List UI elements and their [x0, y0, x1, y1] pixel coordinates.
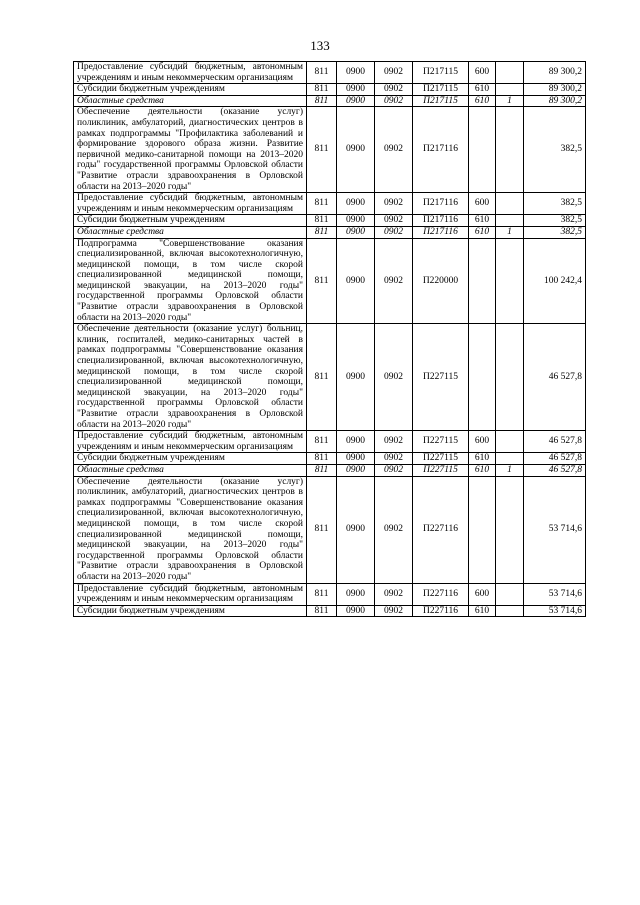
funding-source-code: 1 — [496, 95, 524, 107]
row-name: Предоставление субсидий бюджетным, автономным учреждениям и иным некоммерческим организациям — [74, 431, 307, 453]
subsection-code: 0902 — [375, 62, 413, 84]
row-name: Обеспечение деятельности (оказание услуг) поликлиник, амбулаторий, диагностических центров в рамках подпрограммы "Совершенствование оказания специализированной, включая высокотехнологичную, медицинской помощи, в том числе скорой специализированной медицинской помощи, медицинской эвакуации, на 2013–2020 годы" государственной программы Орловской области "Развитие отрасли здравоохранения в Орловской области на 2013–2020 годы" — [74, 476, 307, 583]
target-article: П217115 — [413, 84, 469, 96]
expense-type: 600 — [469, 431, 496, 453]
ministry-code: 811 — [307, 453, 337, 465]
table-row-regional-funds — [74, 464, 586, 476]
expense-type: 600 — [469, 583, 496, 605]
expense-type — [469, 107, 496, 193]
amount: 100 242,4 — [524, 238, 586, 324]
row-name: Субсидии бюджетным учреждениям — [74, 605, 307, 617]
target-article: П217116 — [413, 226, 469, 238]
funding-source-code: 1 — [496, 464, 524, 476]
expense-type: 610 — [469, 95, 496, 107]
section-code: 0900 — [337, 583, 375, 605]
funding-source-code — [496, 324, 524, 431]
target-article: П217116 — [413, 193, 469, 215]
expense-type: 610 — [469, 215, 496, 227]
section-code: 0900 — [337, 215, 375, 227]
table-row — [74, 62, 586, 84]
funding-source-code — [496, 238, 524, 324]
section-code: 0900 — [337, 95, 375, 107]
subsection-code: 0902 — [375, 605, 413, 617]
ministry-code: 811 — [307, 431, 337, 453]
ministry-code: 811 — [307, 324, 337, 431]
amount: 89 300,2 — [524, 84, 586, 96]
section-code: 0900 — [337, 107, 375, 193]
amount: 382,5 — [524, 226, 586, 238]
subsection-code: 0902 — [375, 476, 413, 583]
amount: 89 300,2 — [524, 62, 586, 84]
target-article: П227116 — [413, 605, 469, 617]
section-code: 0900 — [337, 453, 375, 465]
amount: 89 300,2 — [524, 95, 586, 107]
funding-source-code — [496, 107, 524, 193]
funding-source-code — [496, 215, 524, 227]
target-article: П217116 — [413, 215, 469, 227]
section-code: 0900 — [337, 324, 375, 431]
target-article: П227115 — [413, 464, 469, 476]
budget-rows — [74, 62, 586, 617]
row-name: Областные средства — [74, 464, 307, 476]
row-name: Областные средства — [74, 95, 307, 107]
ministry-code: 811 — [307, 95, 337, 107]
expense-type — [469, 324, 496, 431]
expense-type: 610 — [469, 605, 496, 617]
ministry-code: 811 — [307, 62, 337, 84]
subsection-code: 0902 — [375, 238, 413, 324]
subsection-code: 0902 — [375, 431, 413, 453]
row-name: Областные средства — [74, 226, 307, 238]
ministry-code: 811 — [307, 476, 337, 583]
amount: 53 714,6 — [524, 476, 586, 583]
table-row — [74, 215, 586, 227]
funding-source-code — [496, 84, 524, 96]
ministry-code: 811 — [307, 583, 337, 605]
section-code: 0900 — [337, 476, 375, 583]
expense-type — [469, 238, 496, 324]
section-code: 0900 — [337, 62, 375, 84]
ministry-code: 811 — [307, 107, 337, 193]
target-article: П217115 — [413, 95, 469, 107]
subsection-code: 0902 — [375, 324, 413, 431]
subsection-code: 0902 — [375, 464, 413, 476]
amount: 53 714,6 — [524, 583, 586, 605]
amount: 382,5 — [524, 193, 586, 215]
expense-type: 610 — [469, 226, 496, 238]
subsection-code: 0902 — [375, 107, 413, 193]
funding-source-code — [496, 453, 524, 465]
row-name: Подпрограмма "Совершенствование оказания специализированной, включая высокотехнологичную, медицинской помощи, в том числе скорой специализированной медицинской помощи, медицинской эвакуации, на 2013–2020 годы" государственной программы Орловской области "Развитие отрасли здравоохранения в Орловской области на 2013–2020 годы" — [74, 238, 307, 324]
target-article: П220000 — [413, 238, 469, 324]
amount: 53 714,6 — [524, 605, 586, 617]
ministry-code: 811 — [307, 464, 337, 476]
subsection-code: 0902 — [375, 84, 413, 96]
amount: 382,5 — [524, 215, 586, 227]
section-code: 0900 — [337, 238, 375, 324]
ministry-code: 811 — [307, 215, 337, 227]
expense-type — [469, 476, 496, 583]
amount: 46 527,8 — [524, 453, 586, 465]
row-name: Обеспечение деятельности (оказание услуг) больниц, клиник, госпиталей, медико-санитарных частей в рамках подпрограммы "Совершенствование оказания специализированной, включая высокотехнологичную, медицинской помощи, в том числе скорой специализированной медицинской помощи, медицинской эвакуации, на 2013–2020 годы" государственной программы Орловской области "Развитие отрасли здравоохранения в Орловской области на 2013–2020 годы" — [74, 324, 307, 431]
table-row-regional-funds — [74, 95, 586, 107]
funding-source-code — [496, 605, 524, 617]
row-name: Предоставление субсидий бюджетным, автономным учреждениям и иным некоммерческим организациям — [74, 62, 307, 84]
section-code: 0900 — [337, 193, 375, 215]
row-name: Субсидии бюджетным учреждениям — [74, 215, 307, 227]
amount: 46 527,8 — [524, 324, 586, 431]
section-code: 0900 — [337, 84, 375, 96]
table-row — [74, 431, 586, 453]
row-name: Субсидии бюджетным учреждениям — [74, 453, 307, 465]
ministry-code: 811 — [307, 238, 337, 324]
row-name: Предоставление субсидий бюджетным, автономным учреждениям и иным некоммерческим организациям — [74, 193, 307, 215]
table-row-regional-funds — [74, 226, 586, 238]
table-row — [74, 476, 586, 583]
expense-type: 610 — [469, 453, 496, 465]
budget-table — [73, 61, 586, 617]
page-number: 133 — [310, 38, 330, 53]
funding-source-code — [496, 583, 524, 605]
target-article: П227116 — [413, 583, 469, 605]
subsection-code: 0902 — [375, 95, 413, 107]
target-article: П227115 — [413, 324, 469, 431]
subsection-code: 0902 — [375, 193, 413, 215]
target-article: П227116 — [413, 476, 469, 583]
amount: 46 527,8 — [524, 464, 586, 476]
amount: 46 527,8 — [524, 431, 586, 453]
amount: 382,5 — [524, 107, 586, 193]
ministry-code: 811 — [307, 226, 337, 238]
expense-type: 610 — [469, 464, 496, 476]
section-code: 0900 — [337, 226, 375, 238]
target-article: П227115 — [413, 453, 469, 465]
target-article: П227115 — [413, 431, 469, 453]
table-row — [74, 193, 586, 215]
section-code: 0900 — [337, 605, 375, 617]
row-name: Обеспечение деятельности (оказание услуг) поликлиник, амбулаторий, диагностических центров в рамках подпрограммы "Профилактика заболеваний и формирование здорового образа жизни. Развитие первичной медико-санитарной помощи на 2013–2020 годы" государственной программы Орловской области "Развитие отрасли здравоохранения в Орловской области на 2013–2020 годы" — [74, 107, 307, 193]
subsection-code: 0902 — [375, 583, 413, 605]
table-row — [74, 583, 586, 605]
expense-type: 600 — [469, 193, 496, 215]
subsection-code: 0902 — [375, 215, 413, 227]
section-code: 0900 — [337, 431, 375, 453]
section-code: 0900 — [337, 464, 375, 476]
expense-type: 600 — [469, 62, 496, 84]
funding-source-code — [496, 476, 524, 583]
subsection-code: 0902 — [375, 453, 413, 465]
subsection-code: 0902 — [375, 226, 413, 238]
row-name: Субсидии бюджетным учреждениям — [74, 84, 307, 96]
table-row — [74, 324, 586, 431]
table-row — [74, 238, 586, 324]
target-article: П217115 — [413, 62, 469, 84]
table-row — [74, 605, 586, 617]
funding-source-code — [496, 193, 524, 215]
target-article: П217116 — [413, 107, 469, 193]
funding-source-code — [496, 62, 524, 84]
table-row — [74, 107, 586, 193]
table-row — [74, 453, 586, 465]
row-name: Предоставление субсидий бюджетным, автономным учреждениям и иным некоммерческим организациям — [74, 583, 307, 605]
ministry-code: 811 — [307, 84, 337, 96]
funding-source-code — [496, 431, 524, 453]
ministry-code: 811 — [307, 605, 337, 617]
ministry-code: 811 — [307, 193, 337, 215]
table-row — [74, 84, 586, 96]
expense-type: 610 — [469, 84, 496, 96]
funding-source-code: 1 — [496, 226, 524, 238]
